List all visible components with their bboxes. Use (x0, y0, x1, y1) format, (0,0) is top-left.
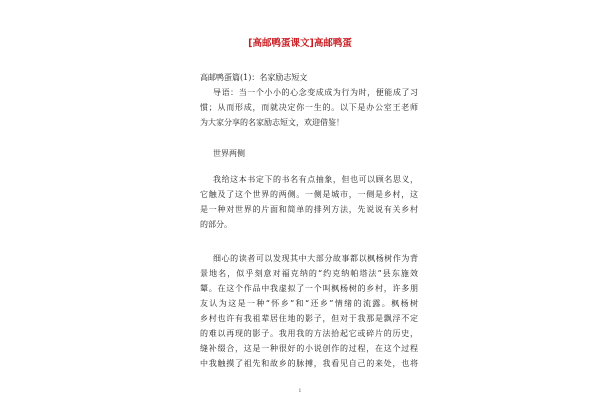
paragraph-line: 缝补缀合，这是一种很好的小说创作的过程，在这个过程 (200, 344, 418, 353)
section-heading: 世界两侧 (213, 149, 245, 158)
intro-line: 导语：当一个小小的心念变成成为行为时，便能成了习 (213, 88, 418, 97)
paragraph-line: 它触及了这个世界的两侧。一侧是城市，一侧是乡村，这 (200, 190, 418, 199)
paragraph-line: 中我触摸了祖先和故乡的脉搏，我看见自己的来处，也将 (200, 359, 418, 368)
paragraph-line: 的难以再现的影子。我用我的方法拾起它或碎片的历史， (200, 329, 418, 338)
intro-line: 为大家分享的名家励志短文，欢迎借鉴！ (200, 118, 344, 127)
paragraph-line: 景地名，似乎刻意对福克纳的“约克纳帕塔法”县东施效 (200, 269, 418, 278)
article-subtitle: 高邮鸭蛋篇(1)：名家励志短文 (200, 73, 308, 82)
page-number: 1 (298, 388, 302, 394)
paragraph-line: 的部分。 (200, 220, 232, 229)
paragraph-line: 乡村也许有我祖辈居住地的影子，但对于我那是飘浮不定 (200, 314, 418, 323)
intro-line: 惯；从而形成，而就决定你一生的。以下是办公室王老师 (200, 103, 418, 112)
paragraph-line: 友认为这是一种“怀乡”和“还乡”情绪的流露。枫杨树 (200, 299, 418, 308)
paragraph-line: 是一种对世界的片面和简单的排列方法，先说说有关乡村 (200, 205, 418, 214)
paragraph-line: 细心的读者可以发现其中大部分故事都以枫杨树作为背 (213, 254, 418, 263)
paragraph-line: 颦。在这个作品中我虚拟了一个叫枫杨树的乡村，许多朋 (200, 284, 418, 293)
paragraph-line: 我给这本书定下的书名有点抽象，但也可以顾名思义， (213, 175, 418, 184)
document-title: [高邮鸭蛋课文]高邮鸭蛋 (248, 38, 352, 49)
